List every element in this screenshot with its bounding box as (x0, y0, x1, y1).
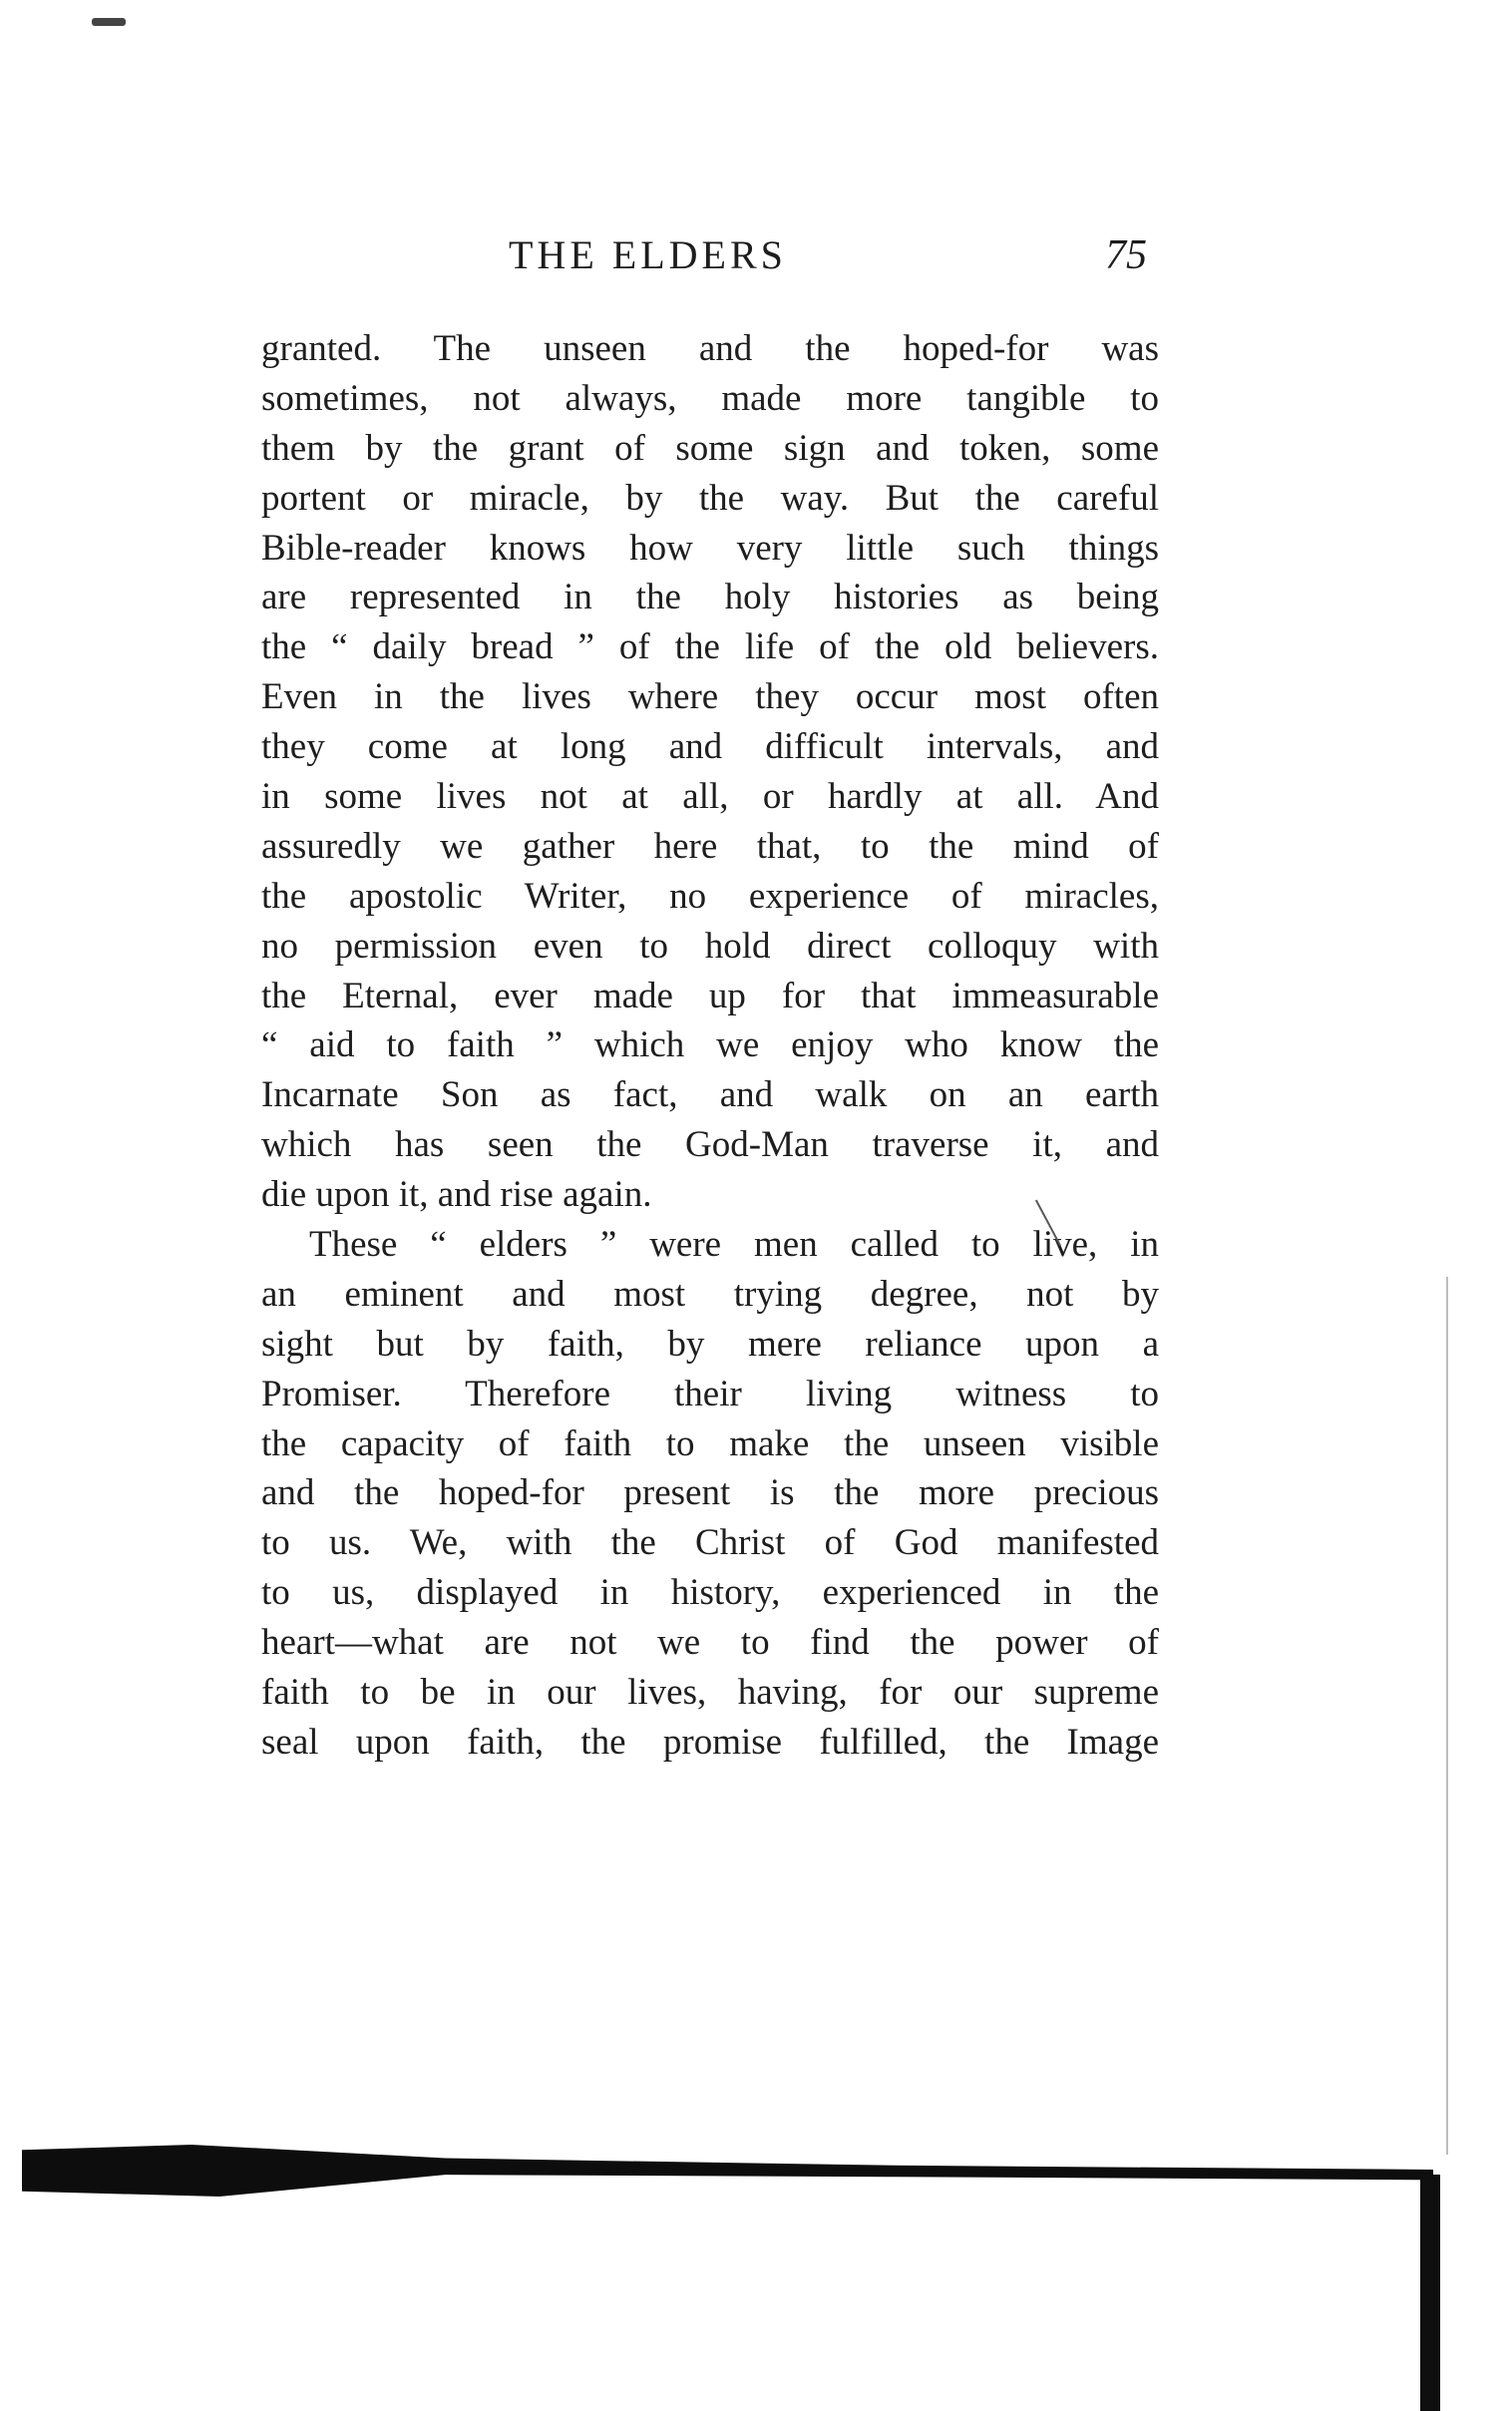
text-line: granted. The unseen and the hoped-for was (261, 328, 1159, 369)
text-line: assuredly we gather here that, to the mind of (261, 825, 1159, 867)
text-line: which has seen the God-Man traverse it, and (261, 1124, 1159, 1166)
text-line: These “ elders ” were men called to live, in (309, 1224, 1159, 1266)
text-line: the capacity of faith to make the unseen visible (261, 1422, 1159, 1464)
text-line: heart—what are not we to find the power of (261, 1622, 1159, 1664)
text-line: no permission even to hold direct colloquy with (261, 925, 1159, 967)
text-line: seal upon faith, the promise fulfilled, the Image (261, 1721, 1159, 1763)
page-number: 75 (1105, 232, 1147, 278)
running-title: THE ELDERS (509, 232, 787, 277)
text-line: Even in the lives where they occur most often (261, 676, 1159, 718)
text-line: faith to be in our lives, having, for our supreme (261, 1672, 1159, 1714)
text-line: sight but by faith, by mere reliance upon a (261, 1323, 1159, 1365)
text-line: sometimes, not always, made more tangible to (261, 377, 1159, 419)
text-line: in some lives not at all, or hardly at all. And (261, 776, 1159, 818)
text-line: die upon it, and rise again. (261, 1174, 652, 1216)
running-head (0, 231, 1512, 291)
text-line: an eminent and most trying degree, not by (261, 1273, 1159, 1315)
text-line: to us, displayed in history, experienced in the (261, 1572, 1159, 1614)
text-line: the “ daily bread ” of the life of the old believers. (261, 626, 1159, 668)
scan-shadow-bar (22, 2145, 1433, 2197)
corner-smudge (92, 18, 126, 26)
text-line: and the hoped-for present is the more precious (261, 1472, 1159, 1514)
text-line: are represented in the holy histories as being (261, 577, 1159, 618)
text-line: they come at long and difficult intervals, and (261, 726, 1159, 768)
text-line: Bible-reader knows how very little such things (261, 527, 1159, 569)
page-edge-line (1446, 1277, 1448, 2155)
body-text (261, 324, 1159, 1768)
text-line: Incarnate Son as fact, and walk on an earth (261, 1074, 1159, 1116)
text-line: “ aid to faith ” which we enjoy who know the (261, 1024, 1159, 1066)
text-line: to us. We, with the Christ of God manifested (261, 1522, 1159, 1564)
text-line: the apostolic Writer, no experience of miracles, (261, 875, 1159, 917)
text-line: them by the grant of some sign and token, some (261, 427, 1159, 469)
text-line: portent or miracle, by the way. But the careful (261, 477, 1159, 519)
text-line: Promiser. Therefore their living witness to (261, 1373, 1159, 1414)
scan-shadow-edge (1420, 2175, 1440, 2411)
text-line: the Eternal, ever made up for that immeasurable (261, 975, 1159, 1016)
